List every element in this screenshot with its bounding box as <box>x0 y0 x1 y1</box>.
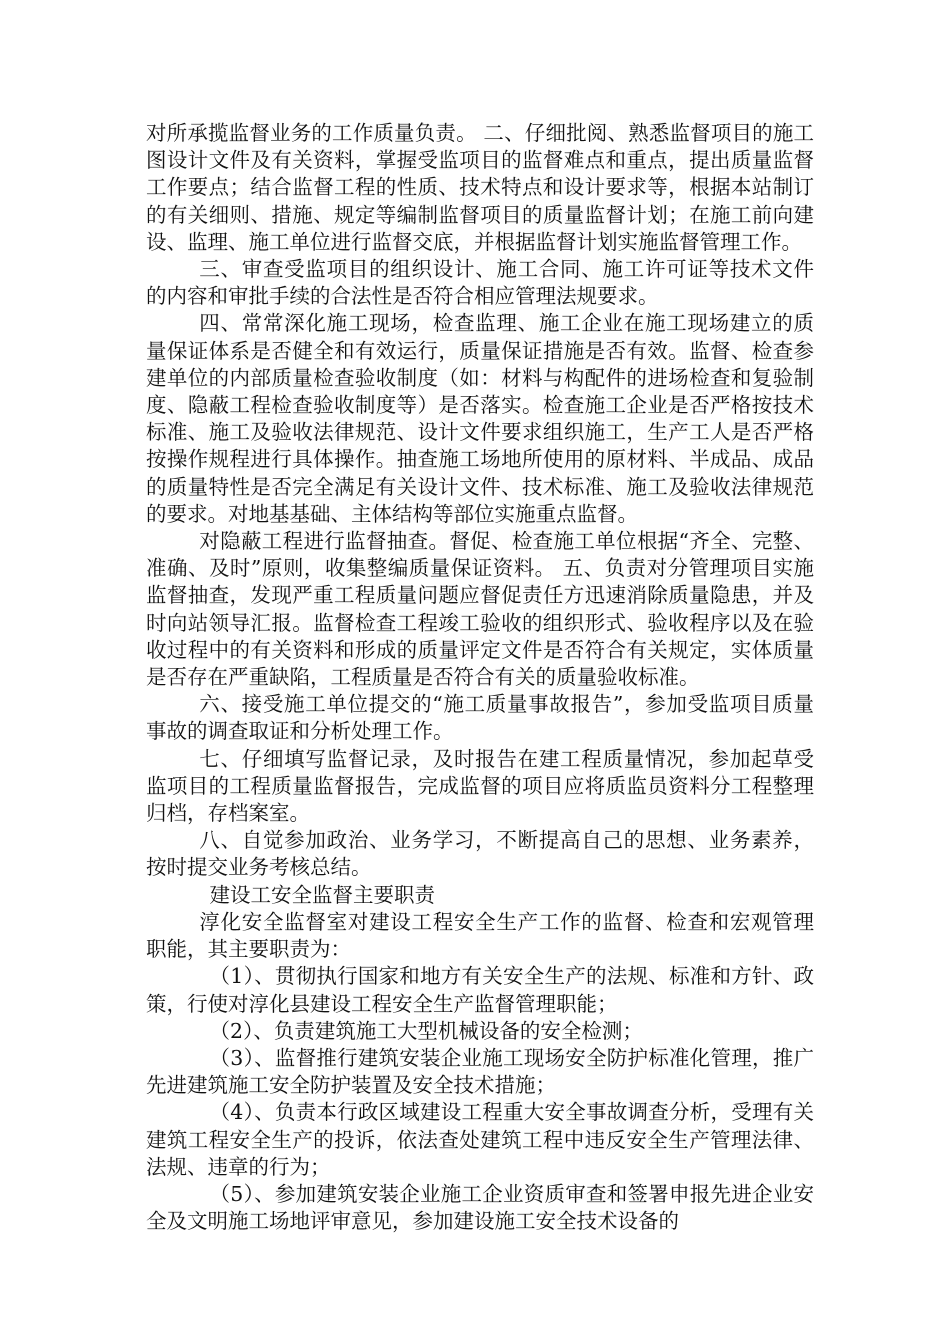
paragraph-quality-duty-5: 对隐蔽工程进行监督抽查。督促、检查施工单位根据“齐全、完整、准确、及时”原则，收集整编质量保证资料。 五、负责对分管理项目实施监督抽查，发现严重工程质量问题应督促责任方迅速消除质量隐患，并及时向站领导汇报。监督检查工程竣工验收的组织形式、验收程序以及在验收过程中的有关资料和形成的质量评定文件是否符合有关规定，实体质量是否存在严重缺陷，工程质量是否符合有关的质量验收标准。 <box>146 529 814 690</box>
paragraph-quality-duty-7: 七、仔细填写监督记录，及时报告在建工程质量情况，参加起草受监项目的工程质量监督报告，完成监督的项目应将质监员资料分工程整理归档，存档案室。 <box>146 746 814 826</box>
paragraph-safety-duty-1: （1）、贯彻执行国家和地方有关安全生产的法规、标准和方针、政策，行使对淳化县建设工程安全生产监督管理职能； <box>146 964 814 1016</box>
document-page <box>146 120 814 1235</box>
paragraph-quality-duty-3: 三、审查受监项目的组织设计、施工合同、施工许可证等技术文件的内容和审批手续的合法性是否符合相应管理法规要求。 <box>146 257 814 309</box>
paragraph-safety-duty-5: （5）、参加建筑安装企业施工企业资质审查和签署申报先进企业安全及文明施工场地评审意见，参加建设施工安全技术设备的 <box>146 1181 814 1234</box>
paragraph-safety-duty-3: （3）、监督推行建筑安装企业施工现场安全防护标准化管理，推广先进建筑施工安全防护装置及安全技术措施； <box>146 1045 814 1098</box>
paragraph-safety-duty-4: （4）、负责本行政区域建设工程重大安全事故调查分析，受理有关建筑工程安全生产的投诉，依法查处建筑工程中违反安全生产管理法律、法规、违章的行为； <box>146 1100 814 1179</box>
paragraph-quality-duty-4: 四、常常深化施工现场，检查监理、施工企业在施工现场建立的质量保证体系是否健全和有效运行，质量保证措施是否有效。监督、检查参建单位的内部质量检查验收制度（如：材料与构配件的进场检查和复验制度、隐蔽工程检查验收制度等）是否落实。检查施工企业是否严格按技术标准、施工及验收法律规范、设计文件要求组织施工，生产工人是否严格按操作规程进行具体操作。抽查施工场地所使用的原材料、半成品、成品的质量特性是否完全满足有关设计文件、技术标准、施工及验收法律规范的要求。对地基基础、主体结构等部位实施重点监督。 <box>146 311 814 526</box>
paragraph-safety-duty-2: （2）、负责建筑施工大型机械设备的安全检测； <box>209 1018 643 1043</box>
paragraph-quality-duty-8: 八、自觉参加政治、业务学习，不断提高自己的思想、业务素养，按时提交业务考核总结。 <box>146 828 814 880</box>
paragraph-quality-duty-2: 对所承揽监督业务的工作质量负责。 二、仔细批阅、熟悉监督项目的施工图设计文件及有关资料，掌握受监项目的监督难点和重点，提出质量监督工作要点；结合监督工程的性质、技术特点和设计要求等，根据本站制订的有关细则、措施、规定等编制监督项目的质量监督计划；在施工前向建设、监理、施工单位进行监督交底，并根据监督计划实施监督管理工作。 <box>146 121 814 254</box>
paragraph-quality-duty-6: 六、接受施工单位提交的“施工质量事故报告”，参加受监项目质量事故的调查取证和分析处理工作。 <box>146 692 814 744</box>
section-heading-safety: 建设工安全监督主要职责 <box>209 882 436 907</box>
paragraph-safety-intro: 淳化安全监督室对建设工程安全生产工作的监督、检查和宏观管理职能，其主要职责为： <box>146 909 814 962</box>
